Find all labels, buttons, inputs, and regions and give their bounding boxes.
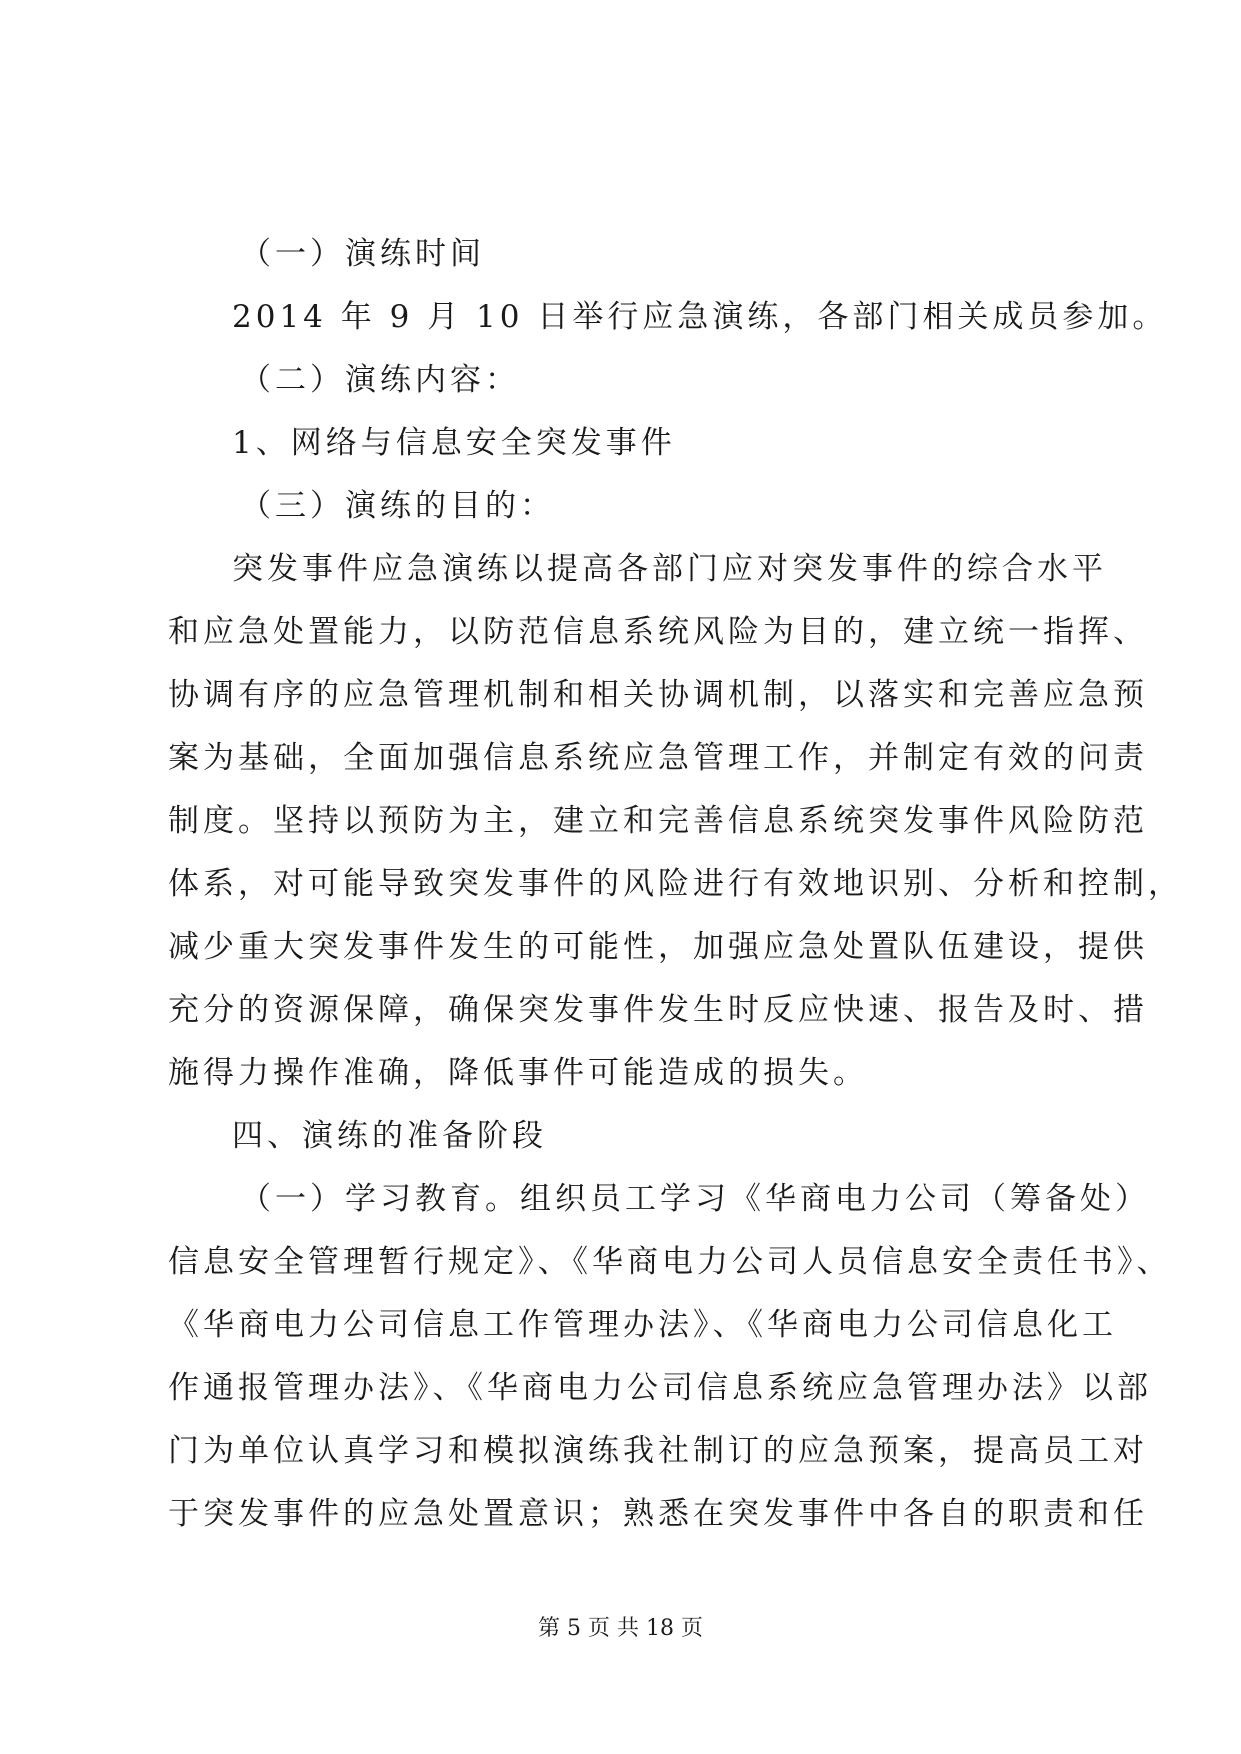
paragraph-line: 门为单位认真学习和模拟演练我社制订的应急预案，提高员工对: [168, 1433, 1148, 1469]
paragraph-line: 突发事件应急演练以提高各部门应对突发事件的综合水平: [232, 551, 1107, 587]
paragraph-line: 案为基础，全面加强信息系统应急管理工作，并制定有效的问责: [168, 740, 1148, 776]
paragraph-line: 作通报管理办法》、《华商电力公司信息系统应急管理办法》以部: [168, 1370, 1152, 1406]
paragraph-line: 信息安全管理暂行规定》、《华商电力公司人员信息安全责任书》、: [168, 1244, 1172, 1280]
paragraph-drill-date: 2014 年 9 月 10 日举行应急演练，各部门相关成员参加。: [232, 299, 1168, 335]
section-heading-drill-purpose: （三）演练的目的：: [240, 488, 555, 524]
paragraph-line: （一）学习教育。组织员工学习《华商电力公司（筹备处）: [240, 1181, 1150, 1217]
paragraph-line: 于突发事件的应急处置意识；熟悉在突发事件中各自的职责和任: [168, 1496, 1148, 1532]
paragraph-line: 充分的资源保障，确保突发事件发生时反应快速、报告及时、措: [168, 992, 1148, 1028]
paragraph-line: 制度。坚持以预防为主，建立和完善信息系统突发事件风险防范: [168, 803, 1148, 839]
list-item-network-security: 1、网络与信息安全突发事件: [232, 425, 676, 461]
paragraph-line: 协调有序的应急管理机制和相关协调机制，以落实和完善应急预: [168, 677, 1148, 713]
paragraph-line: 和应急处置能力，以防范信息系统风险为目的，建立统一指挥、: [168, 614, 1148, 650]
page-footer: 第 5 页 共 18 页: [538, 1616, 703, 1641]
paragraph-line: 体系，对可能导致突发事件的风险进行有效地识别、分析和控制，: [168, 866, 1183, 902]
paragraph-line: 施得力操作准确，降低事件可能造成的损失。: [168, 1055, 868, 1091]
section-heading-preparation: 四、演练的准备阶段: [232, 1118, 547, 1154]
paragraph-line: 《华商电力公司信息工作管理办法》、《华商电力公司信息化工: [168, 1307, 1117, 1343]
paragraph-line: 减少重大突发事件发生的可能性，加强应急处置队伍建设，提供: [168, 929, 1148, 965]
section-heading-drill-time: （一）演练时间: [240, 236, 485, 272]
section-heading-drill-content: （二）演练内容：: [240, 362, 520, 398]
